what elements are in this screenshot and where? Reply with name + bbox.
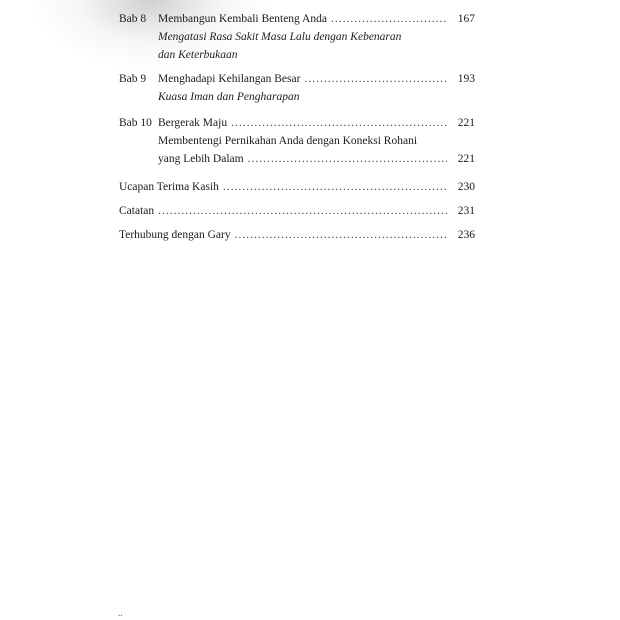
dot-leader <box>223 178 447 196</box>
chapter-title: Bergerak Maju <box>158 117 228 129</box>
dot-leader <box>331 10 447 28</box>
back-matter-title: Ucapan Terima Kasih <box>119 181 219 193</box>
back-matter-title: Catatan <box>119 205 155 217</box>
toc-line <box>119 226 475 244</box>
chapter-title: Membangun Kembali Benteng Anda <box>158 13 327 25</box>
dot-leader <box>158 202 447 220</box>
chapter-subtitle-continued: dan Keterbukaan <box>158 49 238 61</box>
chapter-subtitle: Kuasa Iman dan Pengharapan <box>158 91 300 103</box>
table-of-contents <box>119 10 475 244</box>
chapter-subtitle: Mengatasi Rasa Sakit Masa Lalu dengan Kebenaran <box>158 31 402 43</box>
chapter-label: Bab 8 <box>119 13 147 25</box>
toc-entry-bab-10 <box>119 114 475 168</box>
page-number: 236 <box>457 229 475 241</box>
toc-entry-bab-8 <box>119 10 475 62</box>
toc-line <box>158 70 475 88</box>
section-title-continued: yang Lebih Dalam <box>158 153 244 165</box>
page-number: 221 <box>457 153 475 165</box>
toc-line <box>158 114 475 132</box>
page-number: 230 <box>457 181 475 193</box>
toc-line <box>158 10 475 28</box>
chapter-label: Bab 9 <box>119 73 147 85</box>
dot-leader <box>304 70 447 88</box>
section-title: Membentengi Pernikahan Anda dengan Koneksi Rohani <box>158 135 418 147</box>
dot-leader <box>231 114 447 132</box>
page-number: 231 <box>457 205 475 217</box>
chapter-label: Bab 10 <box>119 117 152 129</box>
toc-entry-connect <box>119 226 475 244</box>
page-footer-mark: .. <box>118 608 123 618</box>
toc-entry-notes <box>119 202 475 220</box>
chapter-title: Menghadapi Kehilangan Besar <box>158 73 301 85</box>
section-line <box>158 132 475 150</box>
toc-entry-acknowledgements <box>119 178 475 196</box>
page-number: 193 <box>457 73 475 85</box>
dot-leader <box>248 150 447 168</box>
section-line-continued <box>158 150 475 168</box>
back-matter-title: Terhubung dengan Gary <box>119 229 231 241</box>
toc-entry-bab-9 <box>119 70 475 106</box>
page-number: 221 <box>457 117 475 129</box>
toc-line <box>119 202 475 220</box>
dot-leader <box>235 226 447 244</box>
page-number: 167 <box>457 13 475 25</box>
toc-line <box>119 178 475 196</box>
